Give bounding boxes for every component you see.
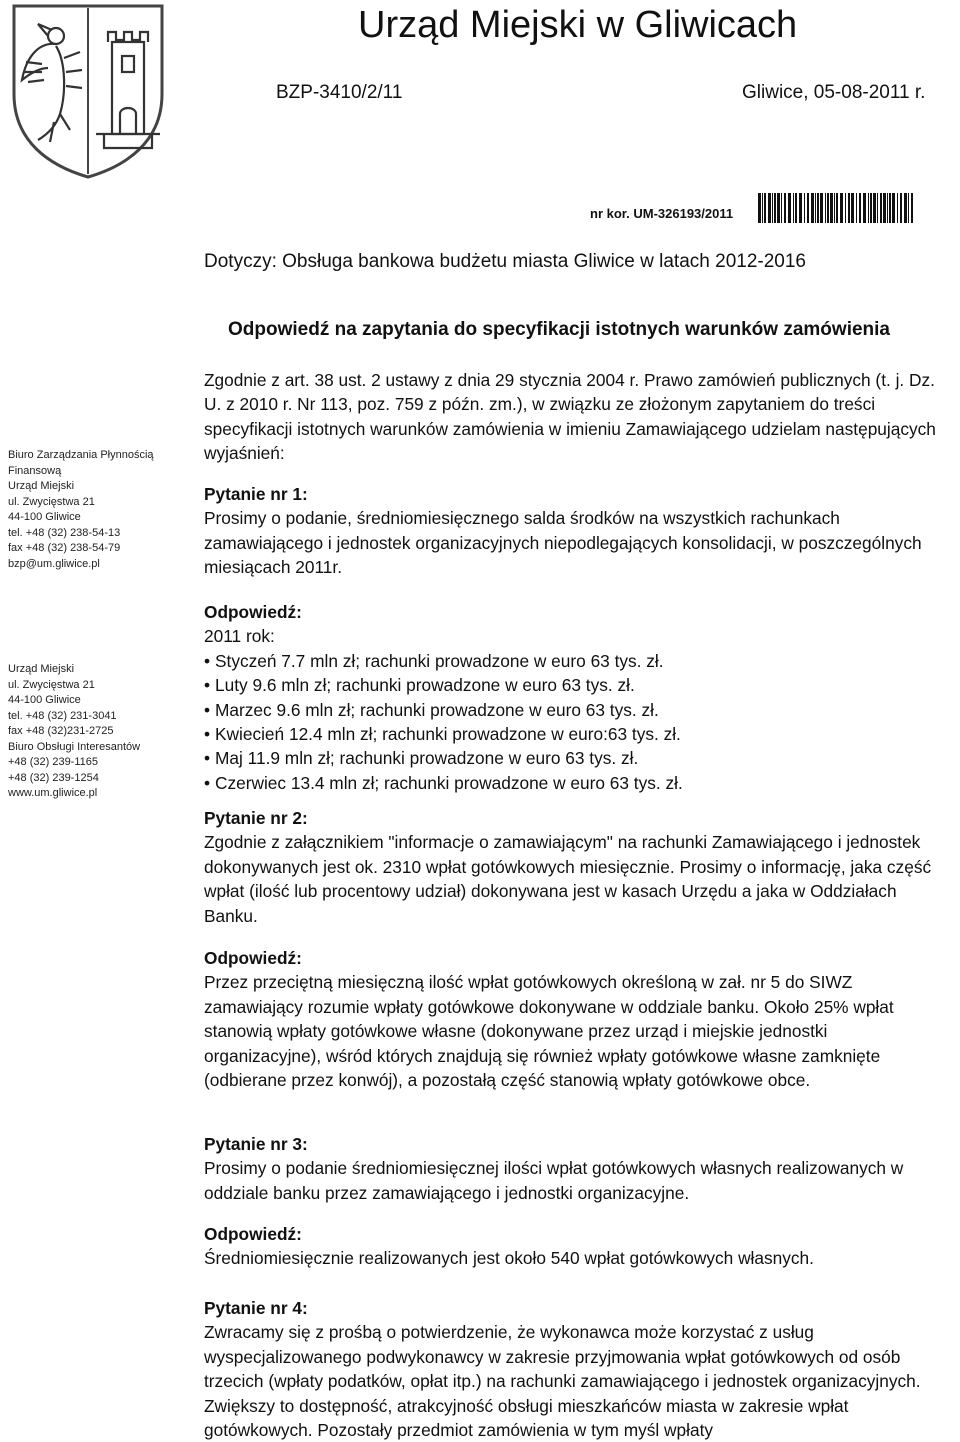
city-crest-logo xyxy=(8,2,168,180)
sidebar-line: Urząd Miejski xyxy=(8,480,75,492)
answer-1 xyxy=(204,600,940,795)
sidebar-line: tel. +48 (32) 231-3041 xyxy=(8,709,117,722)
list-item: • Marzec 9.6 mln zł; rachunki prowadzone w euro 63 tys. zł. xyxy=(204,698,940,722)
answer-1-year: 2011 rok: xyxy=(204,626,275,647)
sidebar-line: Biuro Zarządzania Płynnością xyxy=(8,449,154,461)
answer-2-label: Odpowiedź: xyxy=(204,948,302,968)
reference-number: BZP-3410/2/11 xyxy=(276,82,403,103)
question-4 xyxy=(204,1296,940,1442)
question-3-text: Prosimy o podanie średniomiesięcznej ilości wpłat gotówkowych własnych realizowanych w oddziale banku przez zamawiającego i jednostki organizacyjne. xyxy=(204,1158,904,1203)
answer-1-list xyxy=(204,649,940,795)
answer-2 xyxy=(204,946,940,1092)
sidebar-website: www.um.gliwice.pl xyxy=(8,787,98,799)
list-item: • Luty 9.6 mln zł; rachunki prowadzone w euro 63 tys. zł. xyxy=(204,673,940,697)
main-heading: Odpowiedź na zapytania do specyfikacji istotnych warunków zamówienia xyxy=(228,319,890,340)
question-3-label: Pytanie nr 3: xyxy=(204,1134,308,1154)
question-3 xyxy=(204,1132,940,1205)
sidebar-line: 44-100 Gliwice xyxy=(8,511,81,523)
answer-1-label: Odpowiedź: xyxy=(204,602,302,622)
question-2-label: Pytanie nr 2: xyxy=(204,808,308,828)
subject-line: Dotyczy: Obsługa bankowa budżetu miasta Gliwice w latach 2012-2016 xyxy=(204,251,806,272)
sidebar-line: fax +48 (32) 238-54-79 xyxy=(8,542,121,554)
sidebar-line: +48 (32) 239-1254 xyxy=(8,771,99,784)
question-1-label: Pytanie nr 1: xyxy=(204,484,308,504)
question-4-label: Pytanie nr 4: xyxy=(204,1298,308,1318)
sidebar-line: ul. Zwycięstwa 21 xyxy=(8,678,95,691)
sidebar-line: Urząd Miejski xyxy=(8,663,75,675)
question-2-text: Zgodnie z załącznikiem "informacje o zamawiającym" na rachunki Zamawiającego i jednostek dokonywanych jest ok. 2310 wpłat gotówkowych miesięcznie. Prosimy o informację, jaka część wpłat (ilość lub procentowy udział) dokonywana jest w kasach Urzędu a jaka w Oddziałach Banku. xyxy=(204,832,932,926)
sidebar-line: Biuro Obsługi Interesantów xyxy=(8,740,141,753)
question-1-text: Prosimy o podanie, średniomiesięcznego salda środków na wszystkich rachunkach zamawiającego i jednostek organizacyjnych niepodlegających konsolidacji, w poszczególnych miesiącach 2011r. xyxy=(204,508,922,578)
intro-paragraph xyxy=(204,368,940,466)
list-item: • Maj 11.9 mln zł; rachunki prowadzone w euro 63 tys. zł. xyxy=(204,746,940,770)
sidebar-line: 44-100 Gliwice xyxy=(8,694,81,706)
sidebar-email: bzp@um.gliwice.pl xyxy=(8,557,100,570)
list-item: • Kwiecień 12.4 mln zł; rachunki prowadzone w euro:63 tys. zł. xyxy=(204,722,940,746)
answer-2-text: Przez przeciętną miesięczną ilość wpłat gotówkowych określoną w zał. nr 5 do SIWZ zamawiający rozumie wpłaty gotówkowe dokonywane w oddziale banku. Około 25% wpłat stanowią wpłaty gotówkowe własne (dokonywane przez urząd i miejskie jednostki organizacyjne), wśród których znajdują się również wpłaty gotówkowe własne zamknięte (odbierane przez konwój), a pozostałą część stanowią wpłaty gotówkowe obce. xyxy=(204,972,894,1091)
intro-text: Zgodnie z art. 38 ust. 2 ustawy z dnia 29 stycznia 2004 r. Prawo zamówień publicznych (t. j. Dz. U. z 2010 r. Nr 113, poz. 759 z późn. zm.), w związku ze złożonym zapytaniem do treści specyfikacji istotnych warunków zamówienia w imieniu Zamawiającego udzielam następujących wyjaśnień: xyxy=(204,370,936,464)
list-item: • Styczeń 7.7 mln zł; rachunki prowadzone w euro 63 tys. zł. xyxy=(204,649,940,673)
header-title: Urząd Miejski w Gliwicach xyxy=(358,4,798,46)
correspondence-number: nr kor. UM-326193/2011 xyxy=(590,206,734,221)
sidebar-line: Finansową xyxy=(8,464,62,477)
sidebar-line: ul. Zwycięstwa 21 xyxy=(8,495,95,508)
question-2 xyxy=(204,806,940,928)
sidebar-contact-block-1 xyxy=(8,448,154,572)
sidebar-contact-block-2 xyxy=(8,662,140,802)
answer-3-label: Odpowiedź: xyxy=(204,1224,302,1244)
question-4-text: Zwracamy się z prośbą o potwierdzenie, że wykonawca może korzystać z usług wyspecjalizowanego podwykonawcy w zakresie przyjmowania wpłat gotówkowych od osób trzecich (wpłaty podatków, opłat itp.) na rachunki zamawiającego i jednostek organizacyjnych. Zwiększy to dostępność, atrakcyjność obsługi mieszkańców miasta w zakresie wpłat gotówkowych. Pozostały przedmiot zamówienia w tym myśl wpłaty xyxy=(204,1322,921,1441)
sidebar-line: fax +48 (32)231-2725 xyxy=(8,725,114,737)
list-item: • Czerwiec 13.4 mln zł; rachunki prowadzone w euro 63 tys. zł. xyxy=(204,771,940,795)
answer-3 xyxy=(204,1222,940,1271)
answer-3-text: Średniomiesięcznie realizowanych jest około 540 wpłat gotówkowych własnych. xyxy=(204,1248,814,1269)
sidebar-line: tel. +48 (32) 238-54-13 xyxy=(8,526,121,539)
question-1 xyxy=(204,482,940,580)
sidebar-line: +48 (32) 239-1165 xyxy=(8,756,99,768)
barcode-image xyxy=(758,193,916,223)
document-date: Gliwice, 05-08-2011 r. xyxy=(742,82,926,103)
